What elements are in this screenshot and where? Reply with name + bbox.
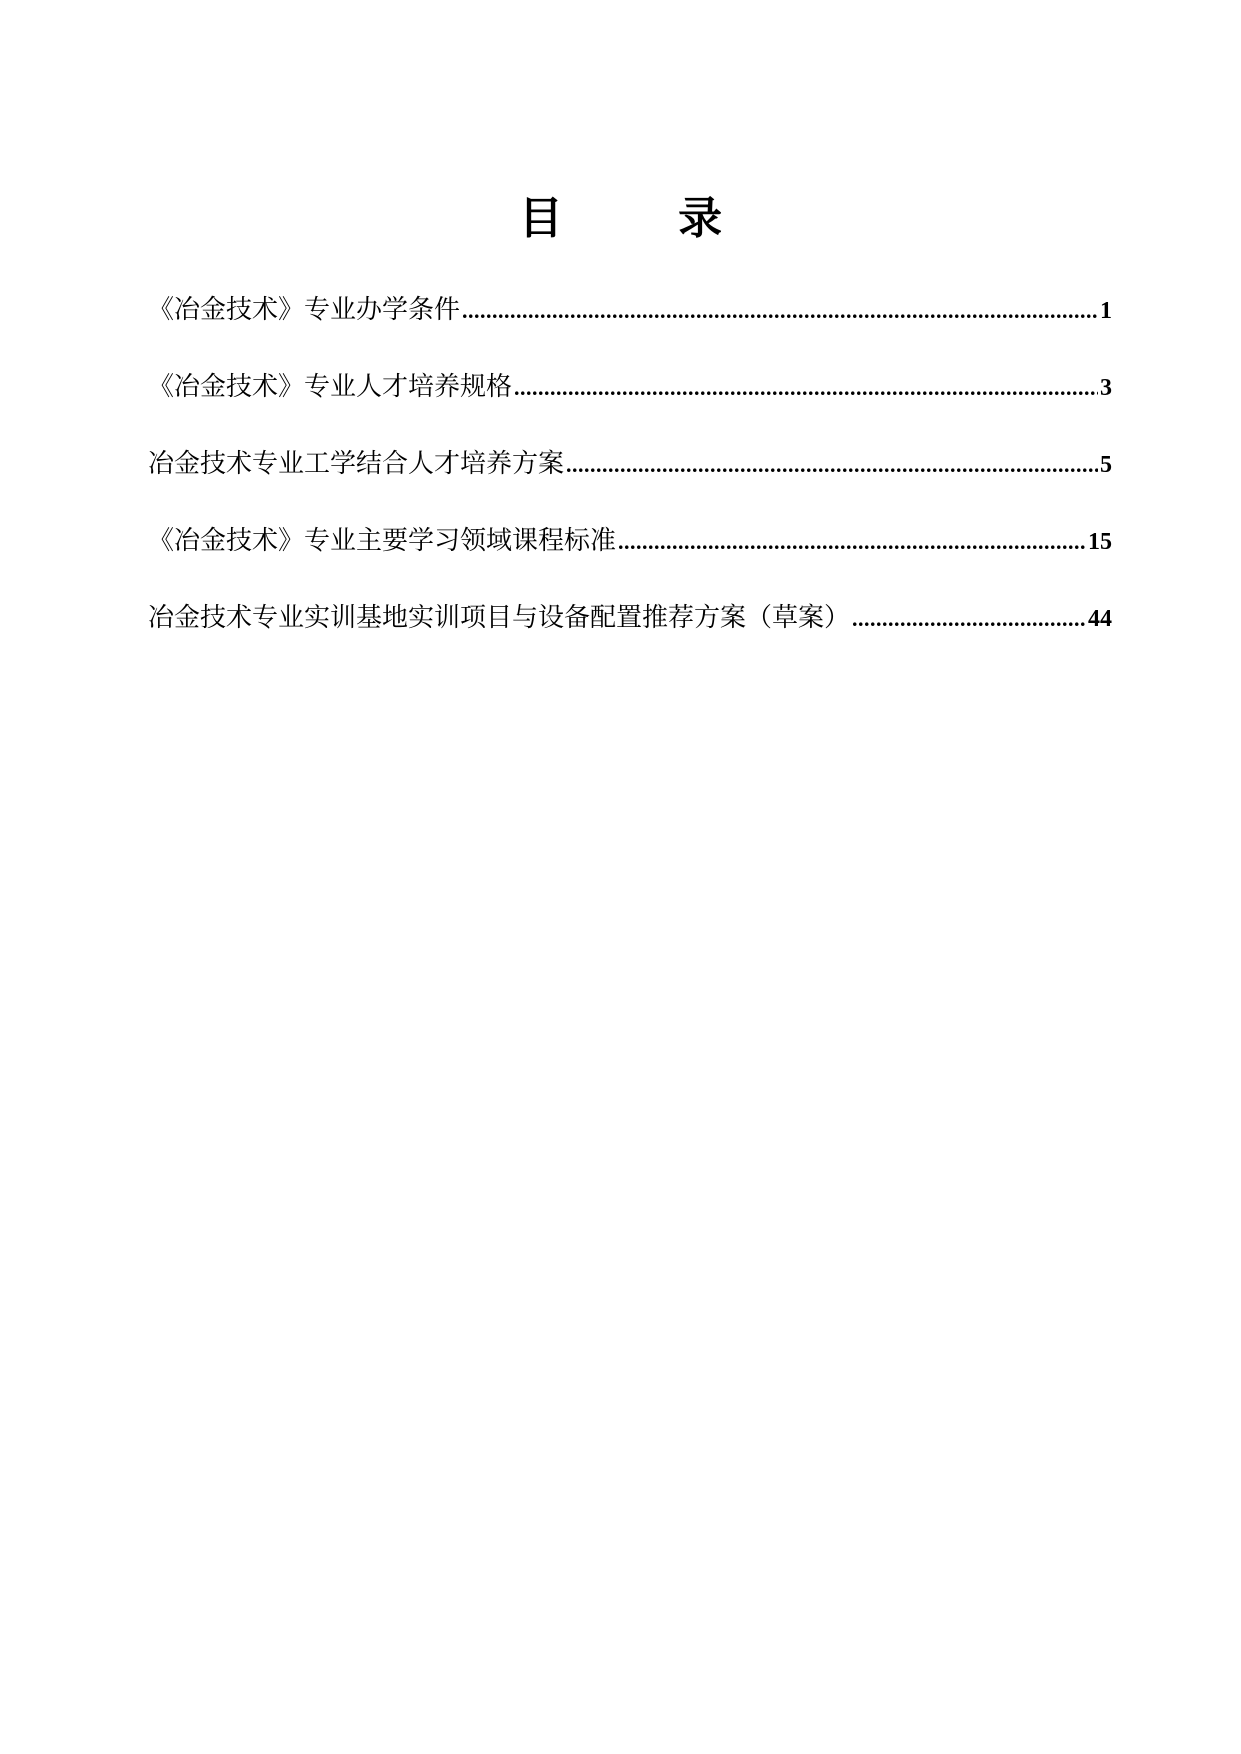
toc-page-number: 44 bbox=[1088, 606, 1112, 632]
toc-page-number: 3 bbox=[1100, 375, 1112, 401]
toc-entry-title: 《冶金技术》专业主要学习领域课程标准 bbox=[148, 526, 617, 556]
toc-page-number: 1 bbox=[1100, 298, 1112, 324]
toc-entry[interactable] bbox=[148, 444, 1112, 484]
toc-entry-title: 冶金技术专业工学结合人才培养方案 bbox=[148, 449, 565, 479]
table-of-contents bbox=[148, 290, 1112, 675]
toc-entry-title: 冶金技术专业实训基地实训项目与设备配置推荐方案（草案） bbox=[148, 603, 851, 633]
page-title: 目 录 bbox=[518, 193, 773, 245]
toc-entry-title: 《冶金技术》专业人才培养规格 bbox=[148, 372, 513, 402]
toc-dot-leader bbox=[566, 445, 1098, 485]
toc-page-number: 5 bbox=[1100, 452, 1112, 478]
toc-page-number: 15 bbox=[1088, 529, 1112, 555]
toc-dot-leader bbox=[462, 291, 1098, 331]
toc-entry-title: 《冶金技术》专业办学条件 bbox=[148, 295, 461, 325]
toc-dot-leader bbox=[618, 522, 1086, 562]
toc-entry[interactable] bbox=[148, 367, 1112, 407]
toc-entry[interactable] bbox=[148, 290, 1112, 330]
toc-dot-leader bbox=[852, 599, 1086, 639]
toc-dot-leader bbox=[514, 368, 1098, 408]
toc-entry[interactable] bbox=[148, 598, 1112, 638]
toc-entry[interactable] bbox=[148, 521, 1112, 561]
